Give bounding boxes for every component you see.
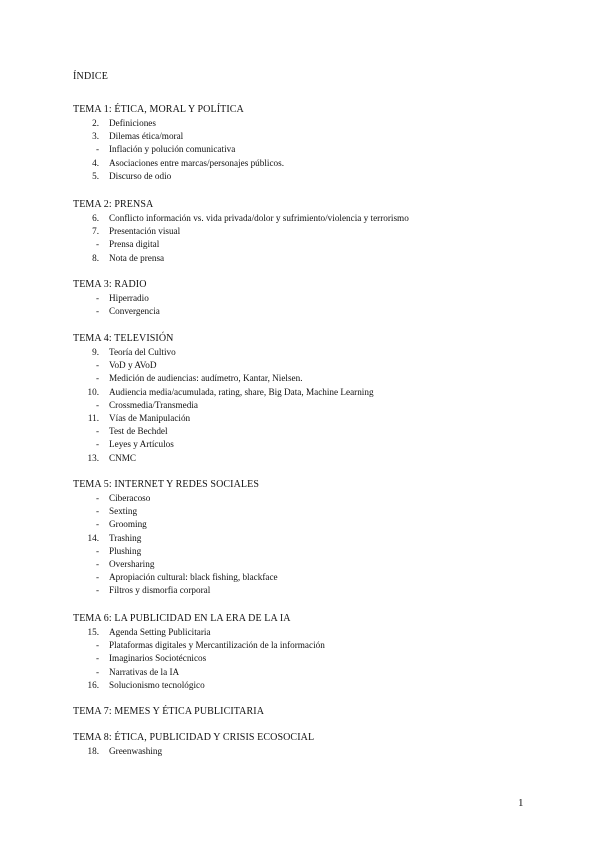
list-item-text: Narrativas de la IA [109,666,180,677]
list-item [73,545,573,558]
list-item-text: Definiciones [109,118,156,128]
section [73,478,573,598]
list-item [73,305,573,318]
list-item [73,399,573,412]
section [73,612,573,692]
list-item [73,679,573,692]
list-item-marker: 13. [87,452,99,463]
list-item-marker: - [95,585,99,596]
section-heading: TEMA 3: RADIO [73,279,147,290]
list-item-marker: - [95,144,99,155]
list-item [73,652,573,665]
list-item [73,584,573,597]
section [73,103,573,183]
list-item-text: Trashing [109,532,142,543]
list-item [73,626,573,639]
list-item-text: Hiperradio [109,293,149,303]
list-item-text: Plushing [109,545,142,556]
section [73,332,573,465]
section-item-list [73,117,573,183]
section-heading: TEMA 4: TELEVISIÓN [73,333,174,344]
list-item [73,238,573,251]
list-item [73,292,573,305]
list-item-marker: - [95,572,99,583]
section-item-list [73,745,573,758]
list-item-text: Inflación y polución comunicativa [109,144,236,155]
section-item-list [73,212,573,265]
list-item [73,505,573,518]
list-item [73,359,573,372]
section-item-list [73,346,573,465]
section [73,705,573,719]
list-item [73,170,573,183]
list-item-marker: 14. [87,532,99,543]
list-item-text: Greenwashing [109,746,163,756]
list-item [73,438,573,451]
list-item-marker: - [95,306,99,317]
section [73,731,573,758]
list-item [73,386,573,399]
list-item-text: Convergencia [109,306,160,317]
list-item-text: Nota de prensa [109,252,165,263]
section-heading: TEMA 7: MEMES Y ÉTICA PUBLICITARIA [73,706,265,717]
list-item [73,532,573,545]
list-item-marker: - [95,666,99,677]
list-item-text: Solucionismo tecnológico [109,679,205,690]
list-item-text: Discurso de odio [109,170,172,181]
list-item [73,157,573,170]
list-item [73,492,573,505]
list-item-text: Agenda Setting Publicitaria [109,627,211,637]
list-item-marker: 8. [92,252,99,263]
list-item [73,666,573,679]
list-item-marker: - [95,373,99,384]
list-item [73,745,573,758]
list-item-marker: 18. [87,746,99,756]
list-item-marker: - [95,640,99,651]
list-item [73,143,573,156]
list-item-marker: 5. [92,170,99,181]
list-item-text: Dilemas ética/moral [109,131,184,142]
list-item-text: Oversharing [109,558,155,569]
list-item-text: Leyes y Artículos [109,439,174,450]
list-item-marker: - [95,519,99,530]
list-item [73,452,573,465]
list-item-marker: - [95,293,99,303]
list-item-text: VoD y AVoD [109,360,157,371]
section-item-list [73,626,573,692]
list-item [73,346,573,359]
list-item-marker: 15. [87,627,99,637]
list-item-text: Imaginarios Sociotécnicos [109,653,207,664]
list-item-marker: 2. [92,118,99,128]
section [73,278,573,318]
list-item-text: Prensa digital [109,239,160,250]
section-heading: TEMA 2: PRENSA [73,199,154,210]
list-item-marker: - [95,426,99,437]
list-item-marker: - [95,439,99,450]
list-item [73,425,573,438]
list-item [73,639,573,652]
list-item [73,571,573,584]
list-item [73,558,573,571]
list-item-text: Audiencia media/acumulada, rating, share, Big Data, Machine Learning [109,386,374,397]
list-item-text: Presentación visual [109,226,181,237]
list-item-text: Plataformas digitales y Mercantilización de la información [109,640,325,651]
list-item-text: Test de Bechdel [109,426,168,437]
list-item-text: Apropiación cultural: black fishing, blackface [109,572,278,583]
list-item-marker: - [95,399,99,410]
list-item-marker: 4. [92,157,99,168]
list-item-text: Sexting [109,506,138,517]
list-item-marker: 6. [92,213,99,223]
list-item-text: CNMC [109,452,137,463]
section-heading: TEMA 8: ÉTICA, PUBLICIDAD Y CRISIS ECOSOCIAL [73,732,315,743]
list-item-marker: 7. [92,226,99,237]
list-item-text: Crossmedia/Transmedia [109,399,198,410]
list-item [73,412,573,425]
list-item-marker: - [95,239,99,250]
list-item-marker: 16. [87,679,99,690]
list-item-text: Conflicto información vs. vida privada/dolor y sufrimiento/violencia y terrorismo [109,213,409,223]
list-item-text: Grooming [109,519,147,530]
list-item [73,212,573,225]
section-heading: TEMA 1: ÉTICA, MORAL Y POLÍTICA [73,104,244,115]
list-item-marker: 9. [92,347,99,357]
list-item-marker: - [95,545,99,556]
list-item-marker: - [95,360,99,371]
list-item [73,225,573,238]
list-item-text: Medición de audiencias: audímetro, Kantar, Nielsen. [109,373,303,384]
list-item-text: Asociaciones entre marcas/personajes públicos. [109,157,285,168]
list-item-text: Vías de Manipulación [109,412,191,423]
list-item [73,117,573,130]
list-item [73,252,573,265]
list-item [73,130,573,143]
list-item-text: Ciberacoso [109,493,151,503]
page-number: 1 [518,797,524,809]
list-item [73,518,573,531]
section-item-list [73,292,573,318]
section [73,198,573,265]
list-item [73,372,573,385]
list-item-marker: 3. [92,131,99,142]
section-heading: TEMA 6: LA PUBLICIDAD EN LA ERA DE LA IA [73,613,291,624]
list-item-marker: - [95,493,99,503]
list-item-marker: 10. [87,386,99,397]
section-item-list [73,492,573,598]
section-heading: TEMA 5: INTERNET Y REDES SOCIALES [73,479,259,490]
list-item-marker: - [95,506,99,517]
list-item-marker: - [95,653,99,664]
list-item-text: Filtros y dismorfia corporal [109,585,211,596]
index-title: ÍNDICE [73,71,109,82]
list-item-text: Teoría del Cultivo [109,347,176,357]
list-item-marker: - [95,558,99,569]
list-item-marker: 11. [87,412,99,423]
